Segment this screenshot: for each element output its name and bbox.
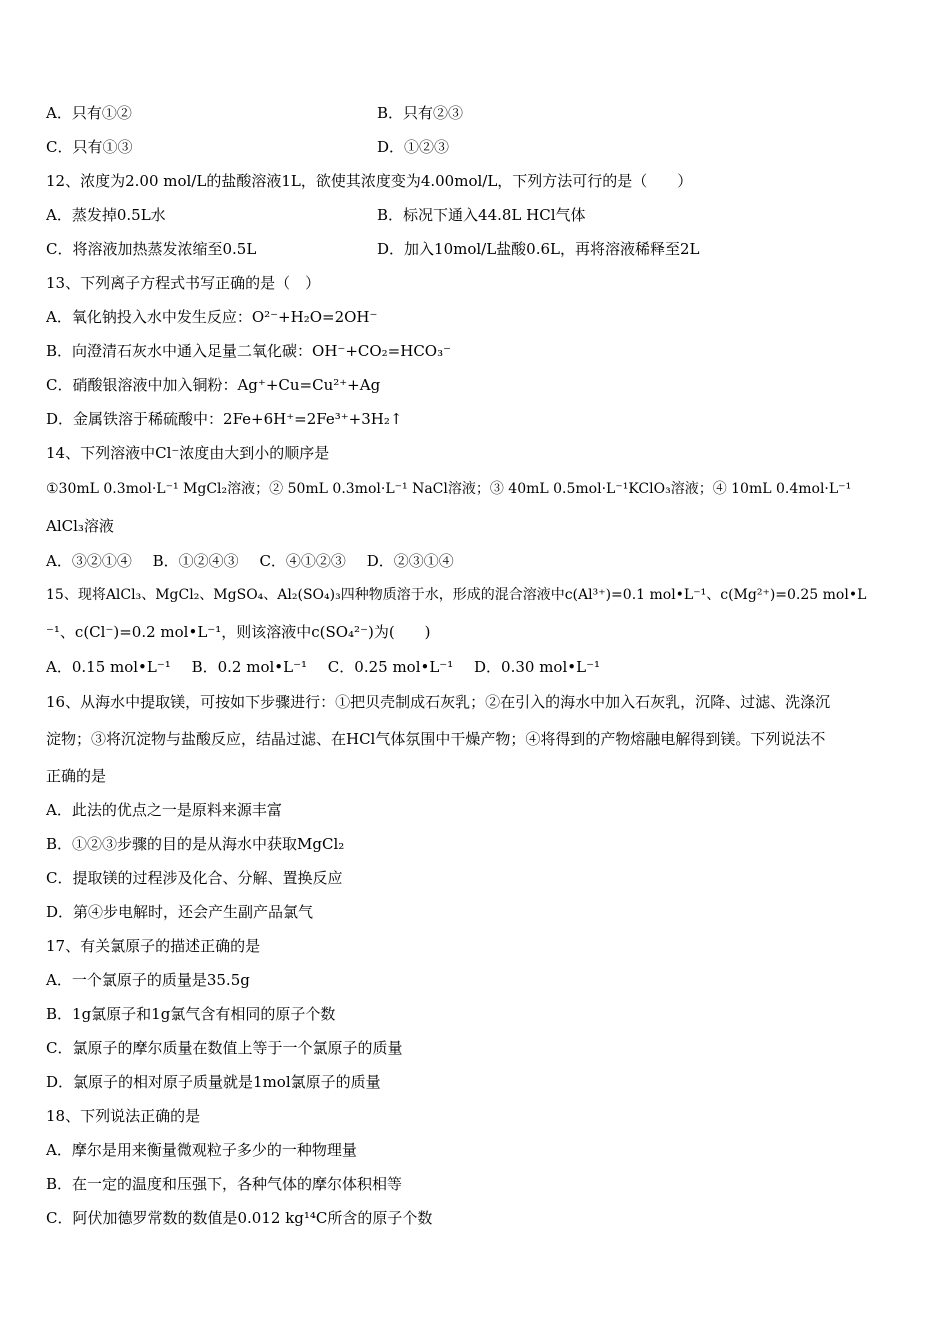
q12-option-c: C．将溶液加热蒸发浓缩至0.5L (46, 240, 257, 258)
q13-option-c: C．硝酸银溶液中加入铜粉：Ag⁺+Cu=Cu²⁺+Ag (46, 376, 381, 394)
q14-options (46, 551, 910, 573)
q15-option-b: B．0.2 mol•L⁻¹ (191, 658, 308, 676)
q16-stem-line-1: 16、从海水中提取镁，可按如下步骤进行：①把贝壳制成石灰乳；②在引入的海水中加入石灰乳，沉降、过滤、洗涤沉 (46, 693, 831, 711)
q14-conditions-line-2: AlCl₃溶液 (46, 517, 114, 535)
q11-option-c: C．只有①③ (46, 138, 133, 156)
q15-stem-line-1: 15、现将AlCl₃、MgCl₂、MgSO₄、Al₂(SO₄)₃四种物质溶于水，形成的混合溶液中c(Al³⁺)=0.1 mol•L⁻¹、c(Mg²⁺)=0.25 mol•L (46, 587, 867, 603)
q16-stem-line-3: 正确的是 (46, 767, 107, 785)
q11-options-row-1 (46, 103, 910, 125)
q11-option-b: B．只有②③ (377, 104, 464, 122)
q18-option-a: A．摩尔是用来衡量微观粒子多少的一种物理量 (46, 1141, 357, 1159)
q18-option-c: C．阿伏加德罗常数的数值是0.012 kg¹⁴C所含的原子个数 (46, 1209, 433, 1227)
q14-conditions-line-1: ①30mL 0.3mol·L⁻¹ MgCl₂溶液；② 50mL 0.3mol·L⁻¹ NaCl溶液；③ 40mL 0.5mol·L⁻¹KClO₃溶液；④ 10mL 0.4mol·L⁻¹ (46, 481, 852, 497)
q14-option-d: D．②③①④ (366, 552, 454, 570)
q12-options-row-2 (46, 239, 910, 261)
q15-option-c: C．0.25 mol•L⁻¹ (327, 658, 454, 676)
q14-option-c: C．④①②③ (259, 552, 346, 570)
q14-stem: 14、下列溶液中Cl⁻浓度由大到小的顺序是 (46, 444, 330, 462)
q15-options (46, 657, 910, 679)
q16-option-b: B．①②③步骤的目的是从海水中获取MgCl₂ (46, 835, 345, 853)
q12-option-a: A．蒸发掉0.5L水 (46, 206, 166, 224)
q11-option-d: D．①②③ (377, 138, 450, 156)
q14-option-b: B．①②④③ (152, 552, 239, 570)
q15-option-d: D．0.30 mol•L⁻¹ (474, 658, 600, 676)
q15-option-a: A．0.15 mol•L⁻¹ (46, 658, 171, 676)
q12-options-row-1 (46, 205, 910, 227)
q17-stem: 17、有关氯原子的描述正确的是 (46, 937, 261, 955)
q12-stem: 12、浓度为2.00 mol/L的盐酸溶液1L，欲使其浓度变为4.00mol/L，下列方法可行的是（ ） (46, 172, 693, 190)
q14-option-a: A．③②①④ (46, 552, 132, 570)
q17-option-b: B．1g氯原子和1g氯气含有相同的原子个数 (46, 1005, 336, 1023)
q17-option-c: C．氯原子的摩尔质量在数值上等于一个氯原子的质量 (46, 1039, 403, 1057)
q15-stem-line-2: ⁻¹、c(Cl⁻)=0.2 mol•L⁻¹，则该溶液中c(SO₄²⁻)为( ) (46, 623, 431, 641)
q17-option-a: A．一个氯原子的质量是35.5g (46, 971, 250, 989)
q12-option-d: D．加入10mol/L盐酸0.6L，再将溶液稀释至2L (377, 240, 700, 258)
q17-option-d: D．氯原子的相对原子质量就是1mol氯原子的质量 (46, 1073, 381, 1091)
q13-option-a: A．氧化钠投入水中发生反应：O²⁻+H₂O=2OH⁻ (46, 308, 378, 326)
q11-options-row-2 (46, 137, 910, 159)
q18-stem: 18、下列说法正确的是 (46, 1107, 201, 1125)
q13-option-d: D．金属铁溶于稀硫酸中：2Fe+6H⁺=2Fe³⁺+3H₂↑ (46, 410, 403, 428)
q16-stem-line-2: 淀物；③将沉淀物与盐酸反应，结晶过滤、在HCl气体氛围中干燥产物；④将得到的产物熔融电解得到镁。下列说法不 (46, 730, 826, 748)
q13-option-b: B．向澄清石灰水中通入足量二氧化碳：OH⁻+CO₂=HCO₃⁻ (46, 342, 452, 360)
q12-option-b: B．标况下通入44.8L HCl气体 (377, 206, 586, 224)
q16-option-d: D．第④步电解时，还会产生副产品氯气 (46, 903, 314, 921)
q18-option-b: B．在一定的温度和压强下，各种气体的摩尔体积相等 (46, 1175, 403, 1193)
q16-option-c: C．提取镁的过程涉及化合、分解、置换反应 (46, 869, 343, 887)
q11-option-a: A．只有①② (46, 104, 132, 122)
q13-stem: 13、下列离子方程式书写正确的是（ ） (46, 274, 321, 292)
q16-option-a: A．此法的优点之一是原料来源丰富 (46, 801, 282, 819)
